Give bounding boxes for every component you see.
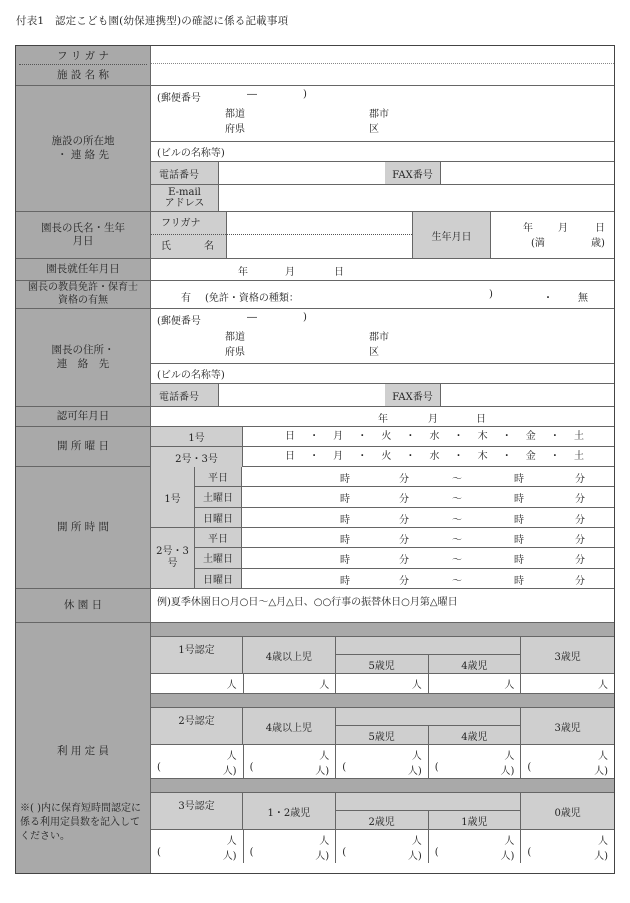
day-1[interactable]: 月 (333, 451, 344, 462)
address-label-line1: 施設の所在地 (51, 135, 115, 148)
day-1[interactable]: 月 (333, 430, 344, 442)
director-fax-label: FAX番号 (385, 384, 441, 406)
license-kind-close: ) (489, 289, 493, 300)
paren-close: 人) (407, 850, 422, 862)
close-hour-unit: 時 (514, 555, 524, 567)
facility-name-text: 施 設 名 称 (56, 68, 109, 81)
capacity-value-field[interactable] (151, 674, 244, 693)
time-range-tilde: ～ (452, 494, 462, 506)
capacity-note: ※( )内に保育短時間認定に係る利用定員数を記入してください。 (20, 803, 141, 842)
paren-close: 人) (315, 850, 330, 862)
day-separator: ・ (453, 430, 464, 442)
open-hours-type1-label: 1号 (151, 467, 195, 527)
youngest-age-label: 3歳児 (521, 708, 614, 744)
license-row (16, 281, 614, 309)
postal-close: ) (303, 89, 307, 100)
hours-row-field[interactable] (242, 548, 614, 567)
director-mei: 名 (204, 241, 214, 252)
furigana-label: フ リ ガ ナ (19, 47, 147, 65)
director-prefecture-1: 都道 (225, 332, 245, 343)
capacity-unit: 人 (226, 835, 237, 847)
license-field[interactable] (151, 281, 614, 308)
capacity-value-field[interactable] (336, 745, 429, 778)
registration-form (15, 45, 615, 874)
paren-close: 人) (222, 850, 237, 862)
capacity-header-strip (151, 779, 614, 793)
certification-type-label: 3号認定 (151, 793, 243, 829)
younger-age-label: 4歳児 (429, 726, 522, 744)
birthdate-label: 生年月日 (413, 212, 491, 258)
hours-row (195, 548, 614, 568)
director-building-field[interactable] (151, 364, 614, 384)
hours-row (195, 569, 614, 588)
facility-postal-address-field[interactable] (151, 86, 614, 142)
prefecture-label-1: 都道 (225, 109, 245, 120)
open-minute-unit: 分 (399, 555, 409, 567)
hours-row-field[interactable] (242, 487, 614, 506)
age-group-label: 1・2歳児 (243, 793, 336, 829)
director-label (16, 212, 151, 258)
youngest-age-label: 0歳児 (521, 793, 614, 829)
open-hours-row (16, 467, 614, 589)
open-minute-unit: 分 (399, 514, 409, 526)
facility-phone-row (151, 162, 614, 185)
paren-open: ( (249, 846, 254, 858)
director-furigana-label: フリガナ (151, 212, 226, 235)
hours-row-field[interactable] (242, 569, 614, 588)
capacity-unit: 人 (319, 680, 330, 691)
facility-name-label (16, 46, 151, 85)
paren-open: ( (157, 761, 161, 773)
capacity-value-field[interactable] (244, 830, 337, 863)
open-hour-unit: 時 (340, 494, 350, 506)
capacity-block (151, 779, 614, 863)
capacity-row (16, 623, 614, 873)
hours-row (195, 467, 614, 487)
capacity-unit: 人 (597, 750, 608, 762)
day-6[interactable]: 土 (573, 451, 584, 462)
day-separator: ・ (549, 430, 560, 442)
close-hour-unit: 時 (514, 514, 524, 526)
director-name-label (151, 212, 227, 258)
ward-label: 区 (369, 124, 379, 135)
age-group-span-top (336, 708, 522, 726)
open-days-row (16, 427, 614, 467)
capacity-block (151, 623, 614, 694)
certification-type-label: 2号認定 (151, 708, 243, 744)
email-label-line2: アドレス (164, 198, 205, 210)
license-label-line2: 資格の有無 (58, 294, 108, 306)
paren-open: ( (249, 761, 254, 773)
appointed-month: 月 (285, 267, 295, 278)
building-label: (ビルの名称等) (157, 147, 225, 159)
hours-row (195, 508, 614, 527)
approved-year: 年 (378, 414, 388, 425)
short-time-capacity (527, 762, 608, 777)
hours-row-field[interactable] (242, 508, 614, 527)
capacity-label: 利 用 定 員 (56, 745, 109, 757)
approved-month: 月 (428, 414, 438, 425)
facility-address-label (16, 86, 151, 211)
short-time-capacity (527, 847, 608, 862)
capacity-value-field[interactable] (429, 674, 522, 693)
day-separator: ・ (405, 430, 416, 442)
director-shi: 氏 (161, 241, 171, 252)
time-range-tilde: ～ (452, 575, 462, 587)
postal-label: (郵便番号 (157, 93, 201, 104)
day-3[interactable]: 水 (429, 430, 440, 442)
license-yes: 有 (181, 293, 191, 304)
open-days-label: 開 所 曜 日 (16, 427, 151, 466)
director-phone-label: 電話番号 (151, 384, 219, 406)
birth-year: 年 (523, 223, 533, 234)
director-postal-dash: ― (247, 312, 257, 323)
day-5[interactable]: 金 (525, 430, 536, 442)
short-time-capacity (250, 847, 330, 862)
approved-row (16, 407, 614, 427)
capacity-value-field[interactable] (151, 745, 244, 778)
age-group-span-top (336, 637, 522, 655)
open-days-type23-label: 2号・3号 (151, 447, 243, 467)
director-row (16, 212, 614, 259)
hours-row-label: 平日 (195, 528, 242, 547)
director-postal-label: (郵便番号 (157, 316, 201, 327)
facility-furigana-field[interactable] (151, 46, 614, 64)
appointed-row (16, 259, 614, 281)
hours-row (195, 528, 614, 548)
hours-row (195, 487, 614, 507)
birth-month: 月 (558, 223, 568, 234)
open-hour-unit: 時 (340, 575, 350, 587)
younger-age-label: 4歳児 (429, 655, 522, 673)
approved-label: 認可年月日 (16, 407, 151, 426)
capacity-value-field[interactable] (429, 830, 522, 863)
paren-close: 人) (500, 765, 515, 777)
capacity-unit: 人 (504, 750, 515, 762)
capacity-unit: 人 (226, 680, 237, 691)
open-minute-unit: 分 (399, 494, 409, 506)
capacity-unit: 人 (411, 680, 422, 691)
paren-open: ( (527, 846, 532, 858)
closed-days-row (16, 589, 614, 623)
age-open: (満 (531, 238, 545, 249)
open-minute-unit: 分 (399, 575, 409, 587)
hours-row-label: 土曜日 (195, 548, 242, 567)
paren-close: 人) (315, 765, 330, 777)
hours-row-label: 日曜日 (195, 508, 242, 527)
youngest-age-label: 3歳児 (521, 637, 614, 673)
capacity-value-field[interactable] (336, 674, 429, 693)
paren-open: ( (342, 761, 347, 773)
day-separator: ・ (309, 430, 320, 442)
short-time-capacity (250, 762, 330, 777)
short-time-capacity (342, 847, 422, 862)
paren-close: 人) (594, 850, 608, 862)
paren-open: ( (342, 846, 347, 858)
license-kind: (免許・資格の種類： (205, 293, 299, 304)
day-0[interactable]: 日 (285, 430, 295, 442)
email-label-line1: E-mail (168, 186, 201, 198)
prefecture-label-2: 府県 (225, 124, 245, 135)
capacity-unit: 人 (411, 835, 422, 847)
open-hours-type23-label (151, 528, 195, 588)
younger-age-label: 1歳児 (429, 811, 522, 829)
capacity-value-field[interactable] (151, 830, 244, 863)
close-minute-unit: 分 (575, 575, 585, 587)
open-days-type23-field[interactable] (243, 447, 614, 467)
fax-label: FAX番号 (385, 162, 441, 184)
license-label (16, 281, 151, 308)
time-range-tilde: ～ (452, 555, 462, 567)
day-4[interactable]: 木 (477, 430, 488, 442)
time-range-tilde: ～ (452, 474, 462, 485)
paren-close: 人) (407, 765, 422, 777)
hours-row-field[interactable] (242, 528, 614, 547)
paren-open: ( (434, 846, 439, 858)
closed-days-field[interactable] (151, 589, 614, 622)
closed-days-example: 例)夏季休園日○月○日～△月△日、○○行事の振替休日○月第△曜日 (157, 597, 458, 608)
older-age-label: 5歳児 (336, 726, 429, 744)
close-minute-unit: 分 (575, 474, 585, 485)
postal-dash: ― (247, 89, 257, 100)
director-address-label-line1: 園長の住所・ (51, 344, 115, 357)
appointed-date-field[interactable] (151, 259, 614, 280)
paren-close: 人) (500, 850, 515, 862)
capacity-label-cell (16, 623, 151, 873)
age-group-span-top (336, 793, 522, 811)
director-name-field[interactable] (227, 212, 413, 258)
capacity-value-field[interactable] (429, 745, 522, 778)
open-minute-unit: 分 (399, 474, 409, 485)
capacity-header-strip (151, 694, 614, 708)
open-minute-unit: 分 (399, 535, 409, 546)
short-time-capacity (157, 762, 237, 777)
director-ward: 区 (369, 347, 379, 358)
capacity-unit: 人 (319, 835, 330, 847)
hours-row-label: 平日 (195, 467, 242, 486)
day-separator: ・ (501, 430, 512, 442)
document-caption: 付表1 認定こども園(幼保連携型)の確認に係る記載事項 (16, 15, 289, 27)
day-6[interactable]: 土 (573, 430, 584, 442)
close-hour-unit: 時 (514, 494, 524, 506)
director-postal-close: ) (303, 312, 307, 323)
certification-type-label: 1号認定 (151, 637, 243, 673)
close-minute-unit: 分 (575, 494, 585, 506)
capacity-unit: 人 (226, 750, 237, 762)
time-range-tilde: ～ (452, 514, 462, 526)
day-2[interactable]: 火 (381, 451, 392, 462)
hours-row-label: 土曜日 (195, 487, 242, 506)
day-separator: ・ (405, 451, 416, 462)
email-label (151, 185, 219, 211)
capacity-value-field[interactable] (521, 745, 614, 778)
birth-day: 日 (595, 223, 605, 234)
director-address-row (16, 309, 614, 407)
capacity-block (151, 694, 614, 779)
facility-name-row (16, 46, 614, 86)
close-minute-unit: 分 (575, 535, 585, 546)
open-days-type1-label: 1号 (151, 427, 243, 446)
age-group-label: 4歳以上児 (243, 637, 336, 673)
open-hours-type23-line2: 号 (167, 558, 178, 569)
capacity-unit: 人 (504, 835, 515, 847)
director-address-label (16, 309, 151, 406)
day-3[interactable]: 水 (429, 451, 440, 462)
capacity-value-field[interactable] (244, 745, 337, 778)
hours-row-field[interactable] (242, 467, 614, 486)
appointed-label: 園長就任年月日 (16, 259, 151, 280)
capacity-value-field[interactable] (521, 830, 614, 863)
day-2[interactable]: 火 (381, 430, 392, 442)
phone-label: 電話番号 (151, 162, 219, 184)
director-label-line1: 園長の氏名・生年 (41, 221, 125, 234)
closed-days-label: 休 園 日 (16, 589, 151, 622)
appointed-day: 日 (334, 267, 344, 278)
capacity-header-strip (151, 623, 614, 637)
age-close: 歳) (591, 238, 605, 249)
short-time-capacity (157, 847, 237, 862)
approved-date-field[interactable] (151, 407, 614, 426)
director-label-line2: 月日 (72, 235, 94, 247)
appointed-year: 年 (238, 267, 248, 278)
open-days-type1-field[interactable] (243, 427, 614, 447)
short-time-capacity (435, 762, 515, 777)
director-city: 郡市 (369, 332, 389, 343)
paren-open: ( (157, 846, 161, 858)
older-age-label: 2歳児 (336, 811, 429, 829)
capacity-unit: 人 (597, 835, 608, 847)
close-minute-unit: 分 (575, 514, 585, 526)
facility-address-row (16, 86, 614, 212)
facility-name-field[interactable] (151, 64, 614, 85)
director-prefecture-2: 府県 (225, 347, 245, 358)
day-separator: ・ (549, 451, 560, 462)
open-hours-label: 開 所 時 間 (16, 467, 151, 588)
capacity-value-field[interactable] (336, 830, 429, 863)
open-hour-unit: 時 (340, 535, 350, 546)
day-5[interactable]: 金 (525, 451, 536, 462)
time-range-tilde: ～ (452, 535, 462, 546)
license-no: 無 (578, 293, 588, 304)
capacity-value-field[interactable] (521, 674, 614, 693)
open-hour-unit: 時 (340, 474, 350, 485)
address-label-line2: ・ 連 絡 先 (56, 148, 109, 161)
paren-open: ( (527, 761, 532, 773)
hours-row-label: 日曜日 (195, 569, 242, 588)
license-separator: ・ (543, 293, 553, 304)
day-separator: ・ (501, 451, 512, 462)
approved-day: 日 (476, 414, 486, 425)
close-hour-unit: 時 (514, 474, 524, 485)
day-separator: ・ (357, 451, 368, 462)
day-separator: ・ (453, 451, 464, 462)
license-label-line1: 園長の教員免許・保育士 (28, 282, 138, 293)
close-hour-unit: 時 (514, 535, 524, 546)
capacity-unit: 人 (597, 680, 608, 691)
day-4[interactable]: 木 (477, 451, 488, 462)
director-phone-row (151, 384, 614, 406)
capacity-value-field[interactable] (244, 674, 337, 693)
birthdate-field[interactable] (491, 212, 614, 258)
director-postal-address-field[interactable] (151, 309, 614, 364)
open-hour-unit: 時 (340, 555, 350, 567)
facility-email-row (151, 185, 614, 211)
close-minute-unit: 分 (575, 555, 585, 567)
day-separator: ・ (309, 451, 320, 462)
capacity-unit: 人 (411, 750, 422, 762)
capacity-unit: 人 (319, 750, 330, 762)
short-time-capacity (435, 847, 515, 862)
older-age-label: 5歳児 (336, 655, 429, 673)
day-separator: ・ (357, 430, 368, 442)
age-group-label: 4歳以上児 (243, 708, 336, 744)
short-time-capacity (342, 762, 422, 777)
open-hours-type23-line1: 2号・3 (156, 546, 189, 557)
paren-close: 人) (594, 765, 608, 777)
open-hour-unit: 時 (340, 514, 350, 526)
facility-building-field[interactable] (151, 142, 614, 163)
director-address-label-line2: 連 絡 先 (56, 357, 110, 370)
close-hour-unit: 時 (514, 575, 524, 587)
day-0[interactable]: 日 (285, 451, 295, 462)
paren-open: ( (434, 761, 439, 773)
city-label: 郡市 (369, 109, 389, 120)
capacity-unit: 人 (504, 680, 515, 691)
director-building-label: (ビルの名称等) (157, 370, 225, 381)
paren-close: 人) (222, 765, 237, 777)
